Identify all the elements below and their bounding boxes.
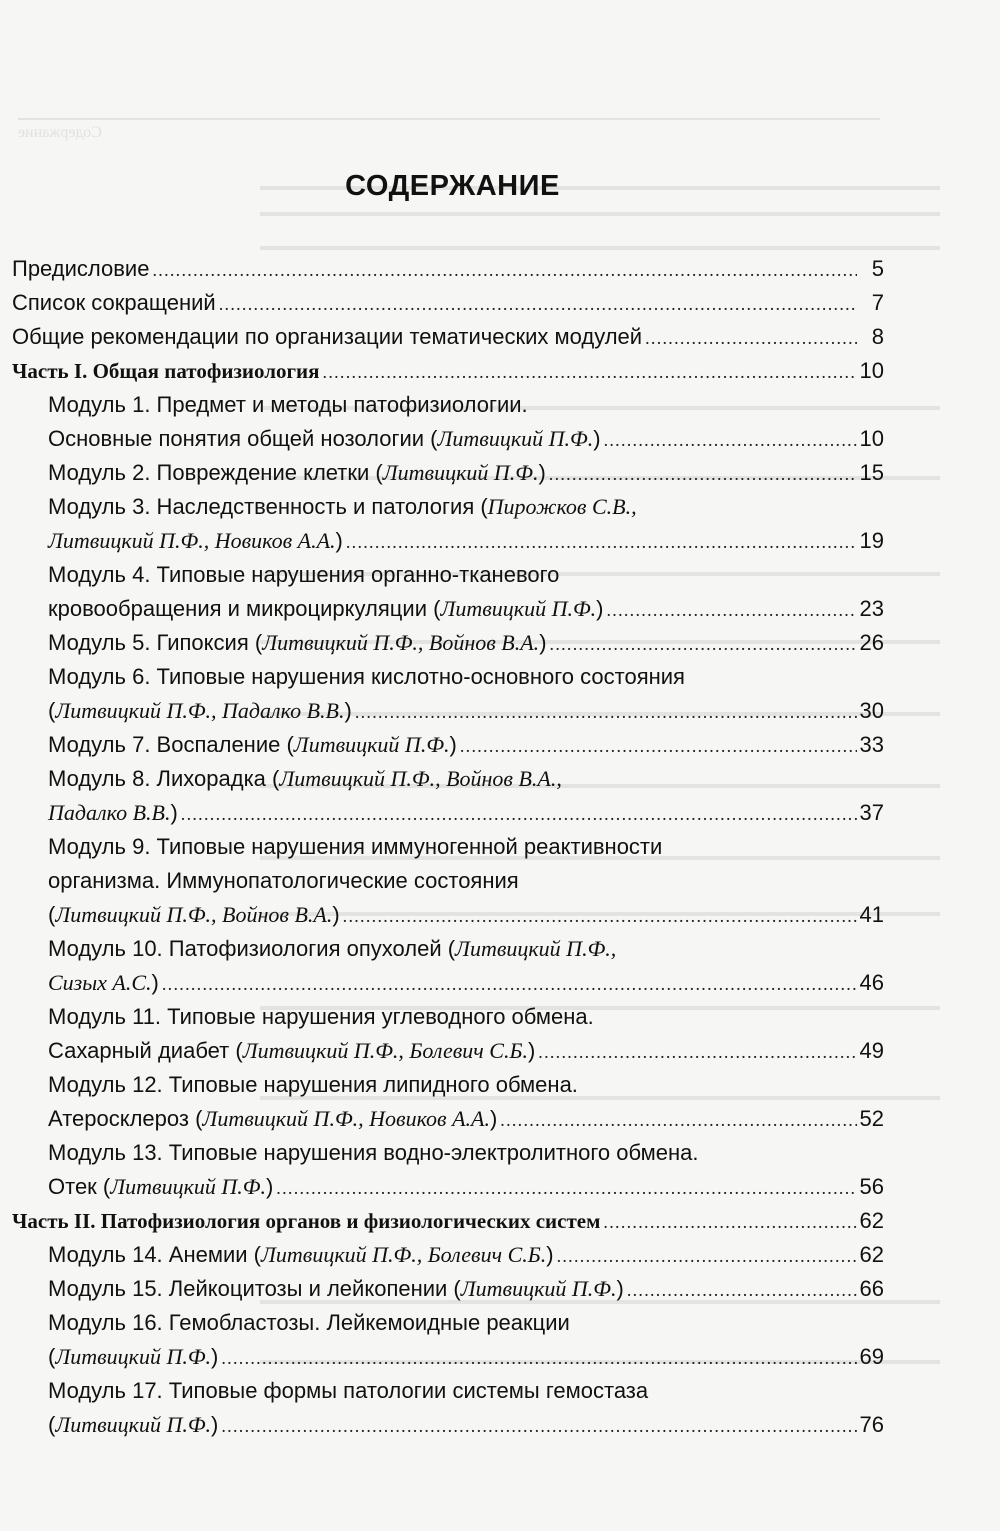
toc-entry: [12, 694, 884, 728]
toc-entry-text: [12, 1204, 600, 1238]
dot-leader: [627, 1273, 857, 1307]
toc-entry-authors: Литвицкий П.Ф., Новиков А.А.: [48, 528, 336, 553]
toc-part-heading: [12, 1204, 884, 1238]
toc-entry-authors: Литвицкий П.Ф.,: [455, 936, 617, 961]
toc-entry: [12, 1238, 884, 1272]
toc-entry: [12, 1170, 884, 1204]
toc-entry: [12, 1034, 884, 1068]
toc-entry-text: [48, 1408, 218, 1442]
page-number: 37: [859, 800, 884, 825]
toc-entry-title: Основные понятия общей нозологии (: [48, 426, 438, 451]
toc-entry-title: Отек (: [48, 1174, 111, 1199]
toc-entry-title: Модуль 8. Лихорадка (: [48, 766, 280, 791]
toc-entry-text: [48, 490, 637, 524]
toc-entry-title: Модуль 14. Анемии (: [48, 1242, 261, 1267]
toc-entry-text: [48, 422, 601, 456]
toc-entry-text: [48, 1102, 497, 1136]
dot-leader: [162, 967, 857, 1001]
toc-entry-authors: Литвицкий П.Ф.: [382, 460, 539, 485]
toc-entry-text: [48, 524, 343, 558]
toc-entry: [12, 864, 884, 898]
dot-leader: [221, 1409, 856, 1443]
toc-entry-closing: ): [449, 732, 457, 757]
toc-entry-closing: ): [211, 1344, 219, 1369]
toc-entry-title: Модуль 9. Типовые нарушения иммуногенной реактивности: [48, 834, 663, 859]
toc-entry: [12, 490, 884, 524]
toc-entry: [12, 558, 884, 592]
toc-entry-text: [48, 626, 547, 660]
toc-entry-text: [48, 1170, 273, 1204]
dot-leader: [549, 457, 857, 491]
toc-entry: [12, 388, 884, 422]
toc-entry-text: [48, 966, 159, 1000]
toc-entry: [12, 286, 884, 320]
dot-leader: [152, 253, 857, 287]
toc-entry-title: Модуль 2. Повреждение клетки (: [48, 460, 383, 485]
toc-entry-text: [48, 660, 685, 694]
toc-entry-title: Модуль 1. Предмет и методы патофизиологии.: [48, 392, 528, 417]
page-title: СОДЕРЖАНИЕ: [345, 170, 560, 202]
toc-entry: [12, 728, 884, 762]
toc-entry-authors: Литвицкий П.Ф., Болевич С.Б.: [261, 1242, 547, 1267]
toc-entry-title: Модуль 12. Типовые нарушения липидного обмена.: [48, 1072, 578, 1097]
page-number: 52: [859, 1106, 884, 1131]
toc-entry-title: Модуль 3. Наследственность и патология (: [48, 494, 488, 519]
toc-entry-closing: ): [538, 460, 546, 485]
dot-leader: [181, 797, 857, 831]
dot-leader: [221, 1341, 856, 1375]
toc-entry: [12, 1374, 884, 1408]
page-number: 33: [859, 732, 884, 757]
toc-entry-title: Модуль 4. Типовые нарушения органно-тканевого: [48, 562, 560, 587]
toc-entry-closing: ): [335, 528, 343, 553]
dot-leader: [604, 423, 857, 457]
toc-entry-text: [12, 354, 320, 388]
toc-entry: [12, 660, 884, 694]
toc-entry-closing: ): [489, 1106, 498, 1131]
toc-entry-authors: Литвицкий П.Ф., Новиков А.А.: [202, 1106, 490, 1131]
toc-entry-text: [48, 1068, 578, 1102]
dot-leader: [500, 1103, 856, 1137]
toc-entry-authors: Литвицкий П.Ф.: [55, 1412, 212, 1437]
toc-entry-closing: ): [527, 1038, 536, 1063]
page-number: 76: [859, 1412, 884, 1437]
toc-entry-text: [48, 898, 340, 932]
dot-leader: [603, 1205, 856, 1239]
toc-entry-authors: Литвицкий П.Ф.: [110, 1174, 266, 1199]
toc-entry-closing: ): [332, 902, 340, 927]
toc-entry: [12, 422, 884, 456]
page-number: 62: [859, 1208, 884, 1233]
page-number: 30: [859, 698, 884, 723]
toc-entry-text: [48, 1136, 698, 1170]
page-number: 5: [871, 256, 884, 281]
page-number: 8: [871, 324, 884, 349]
dot-leader: [323, 355, 857, 389]
toc-entry-text: [48, 864, 519, 898]
toc-entry-text: [48, 1238, 554, 1272]
dot-leader: [550, 627, 857, 661]
toc-entry-authors: Литвицкий П.Ф.: [440, 596, 597, 621]
toc-entry: [12, 830, 884, 864]
toc-entry: [12, 1306, 884, 1340]
page-number: 62: [859, 1242, 884, 1267]
toc-entry-authors: Литвицкий П.Ф.: [293, 732, 450, 757]
page-number: 15: [859, 460, 884, 485]
toc-entry-text: [48, 728, 457, 762]
toc-entry-text: [48, 932, 616, 966]
toc-entry-closing: ): [151, 970, 159, 995]
toc-entry-closing: ): [593, 426, 601, 451]
toc-entry: [12, 1408, 884, 1442]
toc-part-heading: [12, 354, 884, 388]
page-number: 49: [859, 1038, 884, 1063]
toc-entry-text: [48, 1374, 648, 1408]
toc-entry-closing: ): [344, 698, 352, 723]
toc-entry: [12, 1068, 884, 1102]
toc-entry-closing: ): [616, 1276, 624, 1301]
toc-entry-title: Часть II. Патофизиология органов и физиологических систем: [12, 1209, 601, 1233]
toc-entry-title: (: [48, 698, 56, 723]
toc-entry-authors: Литвицкий П.Ф., Падалко В.В.: [55, 698, 345, 723]
toc-entry-title: организма. Иммунопатологические состояния: [48, 868, 519, 893]
toc-entry-title: Модуль 17. Типовые формы патологии системы гемостаза: [48, 1378, 649, 1403]
page-number: 69: [859, 1344, 884, 1369]
dot-leader: [343, 899, 857, 933]
toc-entry: [12, 796, 884, 830]
toc-entry-title: Модуль 16. Гемобластозы. Лейкемоидные реакции: [48, 1310, 570, 1335]
toc-entry-closing: ): [170, 800, 178, 825]
toc-entry-title: Список сокращений: [12, 290, 216, 315]
toc-entry-title: Модуль 10. Патофизиология опухолей (: [48, 936, 456, 961]
toc-entry-text: [48, 1340, 218, 1374]
toc-entry-title: (: [48, 902, 56, 927]
toc-entry-authors: Сизых А.С.: [48, 970, 152, 995]
toc-entry-title: Модуль 11. Типовые нарушения углеводного обмена.: [48, 1004, 594, 1029]
toc-entry-title: (: [48, 1412, 56, 1437]
toc-entry-text: [48, 388, 528, 422]
page-number: 46: [859, 970, 884, 995]
toc-entry-title: Предисловие: [12, 256, 150, 281]
toc-entry-text: [48, 1000, 594, 1034]
toc-entry: [12, 1000, 884, 1034]
toc-entry-title: Модуль 7. Воспаление (: [48, 732, 294, 757]
toc-entry: [12, 932, 884, 966]
toc-entry: [12, 320, 884, 354]
dot-leader: [276, 1171, 856, 1205]
page-number: 26: [859, 630, 884, 655]
toc-entry-title: Часть I. Общая патофизиология: [12, 359, 320, 383]
toc-entry: [12, 1136, 884, 1170]
page-number: 10: [859, 358, 884, 383]
toc-entry-authors: Пирожков С.В.,: [487, 494, 637, 519]
dot-leader: [606, 593, 856, 627]
page-number: 7: [871, 290, 884, 315]
toc-entry-text: [48, 694, 352, 728]
toc-entry: [12, 626, 884, 660]
toc-entry: [12, 1102, 884, 1136]
toc-entry-closing: ): [546, 1242, 554, 1267]
toc-entry-title: Модуль 6. Типовые нарушения кислотно-основного состояния: [48, 664, 685, 689]
toc-entry-closing: ): [265, 1174, 274, 1199]
toc-entry: [12, 592, 884, 626]
dot-leader: [645, 321, 857, 355]
page-number: 10: [859, 426, 884, 451]
page-number: 19: [859, 528, 884, 553]
toc-entry-authors: Падалко В.В.: [48, 800, 171, 825]
page-number: 23: [859, 596, 884, 621]
toc-entry: [12, 762, 884, 796]
toc-entry-text: [48, 558, 559, 592]
dot-leader: [538, 1035, 856, 1069]
toc-entry-title: (: [48, 1344, 56, 1369]
toc-entry: [12, 456, 884, 490]
toc-entry-text: [12, 320, 642, 354]
toc-entry-authors: Литвицкий П.Ф., Войнов В.А.: [262, 630, 540, 655]
dot-leader: [346, 525, 857, 559]
toc-entry-text: [48, 1272, 624, 1306]
dot-leader: [557, 1239, 857, 1273]
toc-entry-title: кровообращения и микроциркуляции (: [48, 596, 441, 621]
toc-entry-authors: Литвицкий П.Ф.: [460, 1276, 617, 1301]
toc-entry-text: [48, 592, 603, 626]
toc-entry-text: [48, 1034, 535, 1068]
dot-leader: [355, 695, 857, 729]
dot-leader: [460, 729, 857, 763]
dot-leader: [219, 287, 857, 321]
toc-entry-closing: ): [539, 630, 547, 655]
page-number: 41: [859, 902, 884, 927]
toc-entry-authors: Литвицкий П.Ф., Болевич С.Б.: [242, 1038, 528, 1063]
toc-entry-title: Модуль 15. Лейкоцитозы и лейкопении (: [48, 1276, 461, 1301]
show-through-text: Содержание: [0, 0, 1000, 1531]
toc-entry-text: [48, 762, 562, 796]
toc-entry-closing: ): [596, 596, 604, 621]
toc-entry: [12, 252, 884, 286]
toc-entry-title: Модуль 5. Гипоксия (: [48, 630, 263, 655]
toc-entry-authors: Литвицкий П.Ф., Войнов В.А.: [55, 902, 333, 927]
toc-entry-text: [12, 252, 149, 286]
page-number: 56: [859, 1174, 884, 1199]
toc-entry: [12, 898, 884, 932]
toc-entry-text: [12, 286, 216, 320]
page-number: 66: [859, 1276, 884, 1301]
toc-entry-title: Общие рекомендации по организации тематических модулей: [12, 324, 643, 349]
toc-entry-text: [48, 1306, 570, 1340]
toc-entry-authors: Литвицкий П.Ф., Войнов В.А.,: [279, 766, 562, 791]
toc-entry: [12, 1272, 884, 1306]
table-of-contents: [12, 252, 884, 1442]
toc-entry: [12, 966, 884, 1000]
toc-entry-text: [48, 830, 662, 864]
toc-entry-text: [48, 456, 546, 490]
toc-entry-authors: Литвицкий П.Ф.: [55, 1344, 212, 1369]
toc-entry: [12, 524, 884, 558]
toc-entry-title: Сахарный диабет (: [48, 1038, 243, 1063]
toc-entry: [12, 1340, 884, 1374]
toc-entry-closing: ): [211, 1412, 219, 1437]
toc-entry-text: [48, 796, 178, 830]
toc-entry-title: Модуль 13. Типовые нарушения водно-электролитного обмена.: [48, 1140, 699, 1165]
toc-entry-authors: Литвицкий П.Ф.: [437, 426, 594, 451]
toc-entry-title: Атеросклероз (: [48, 1106, 203, 1131]
